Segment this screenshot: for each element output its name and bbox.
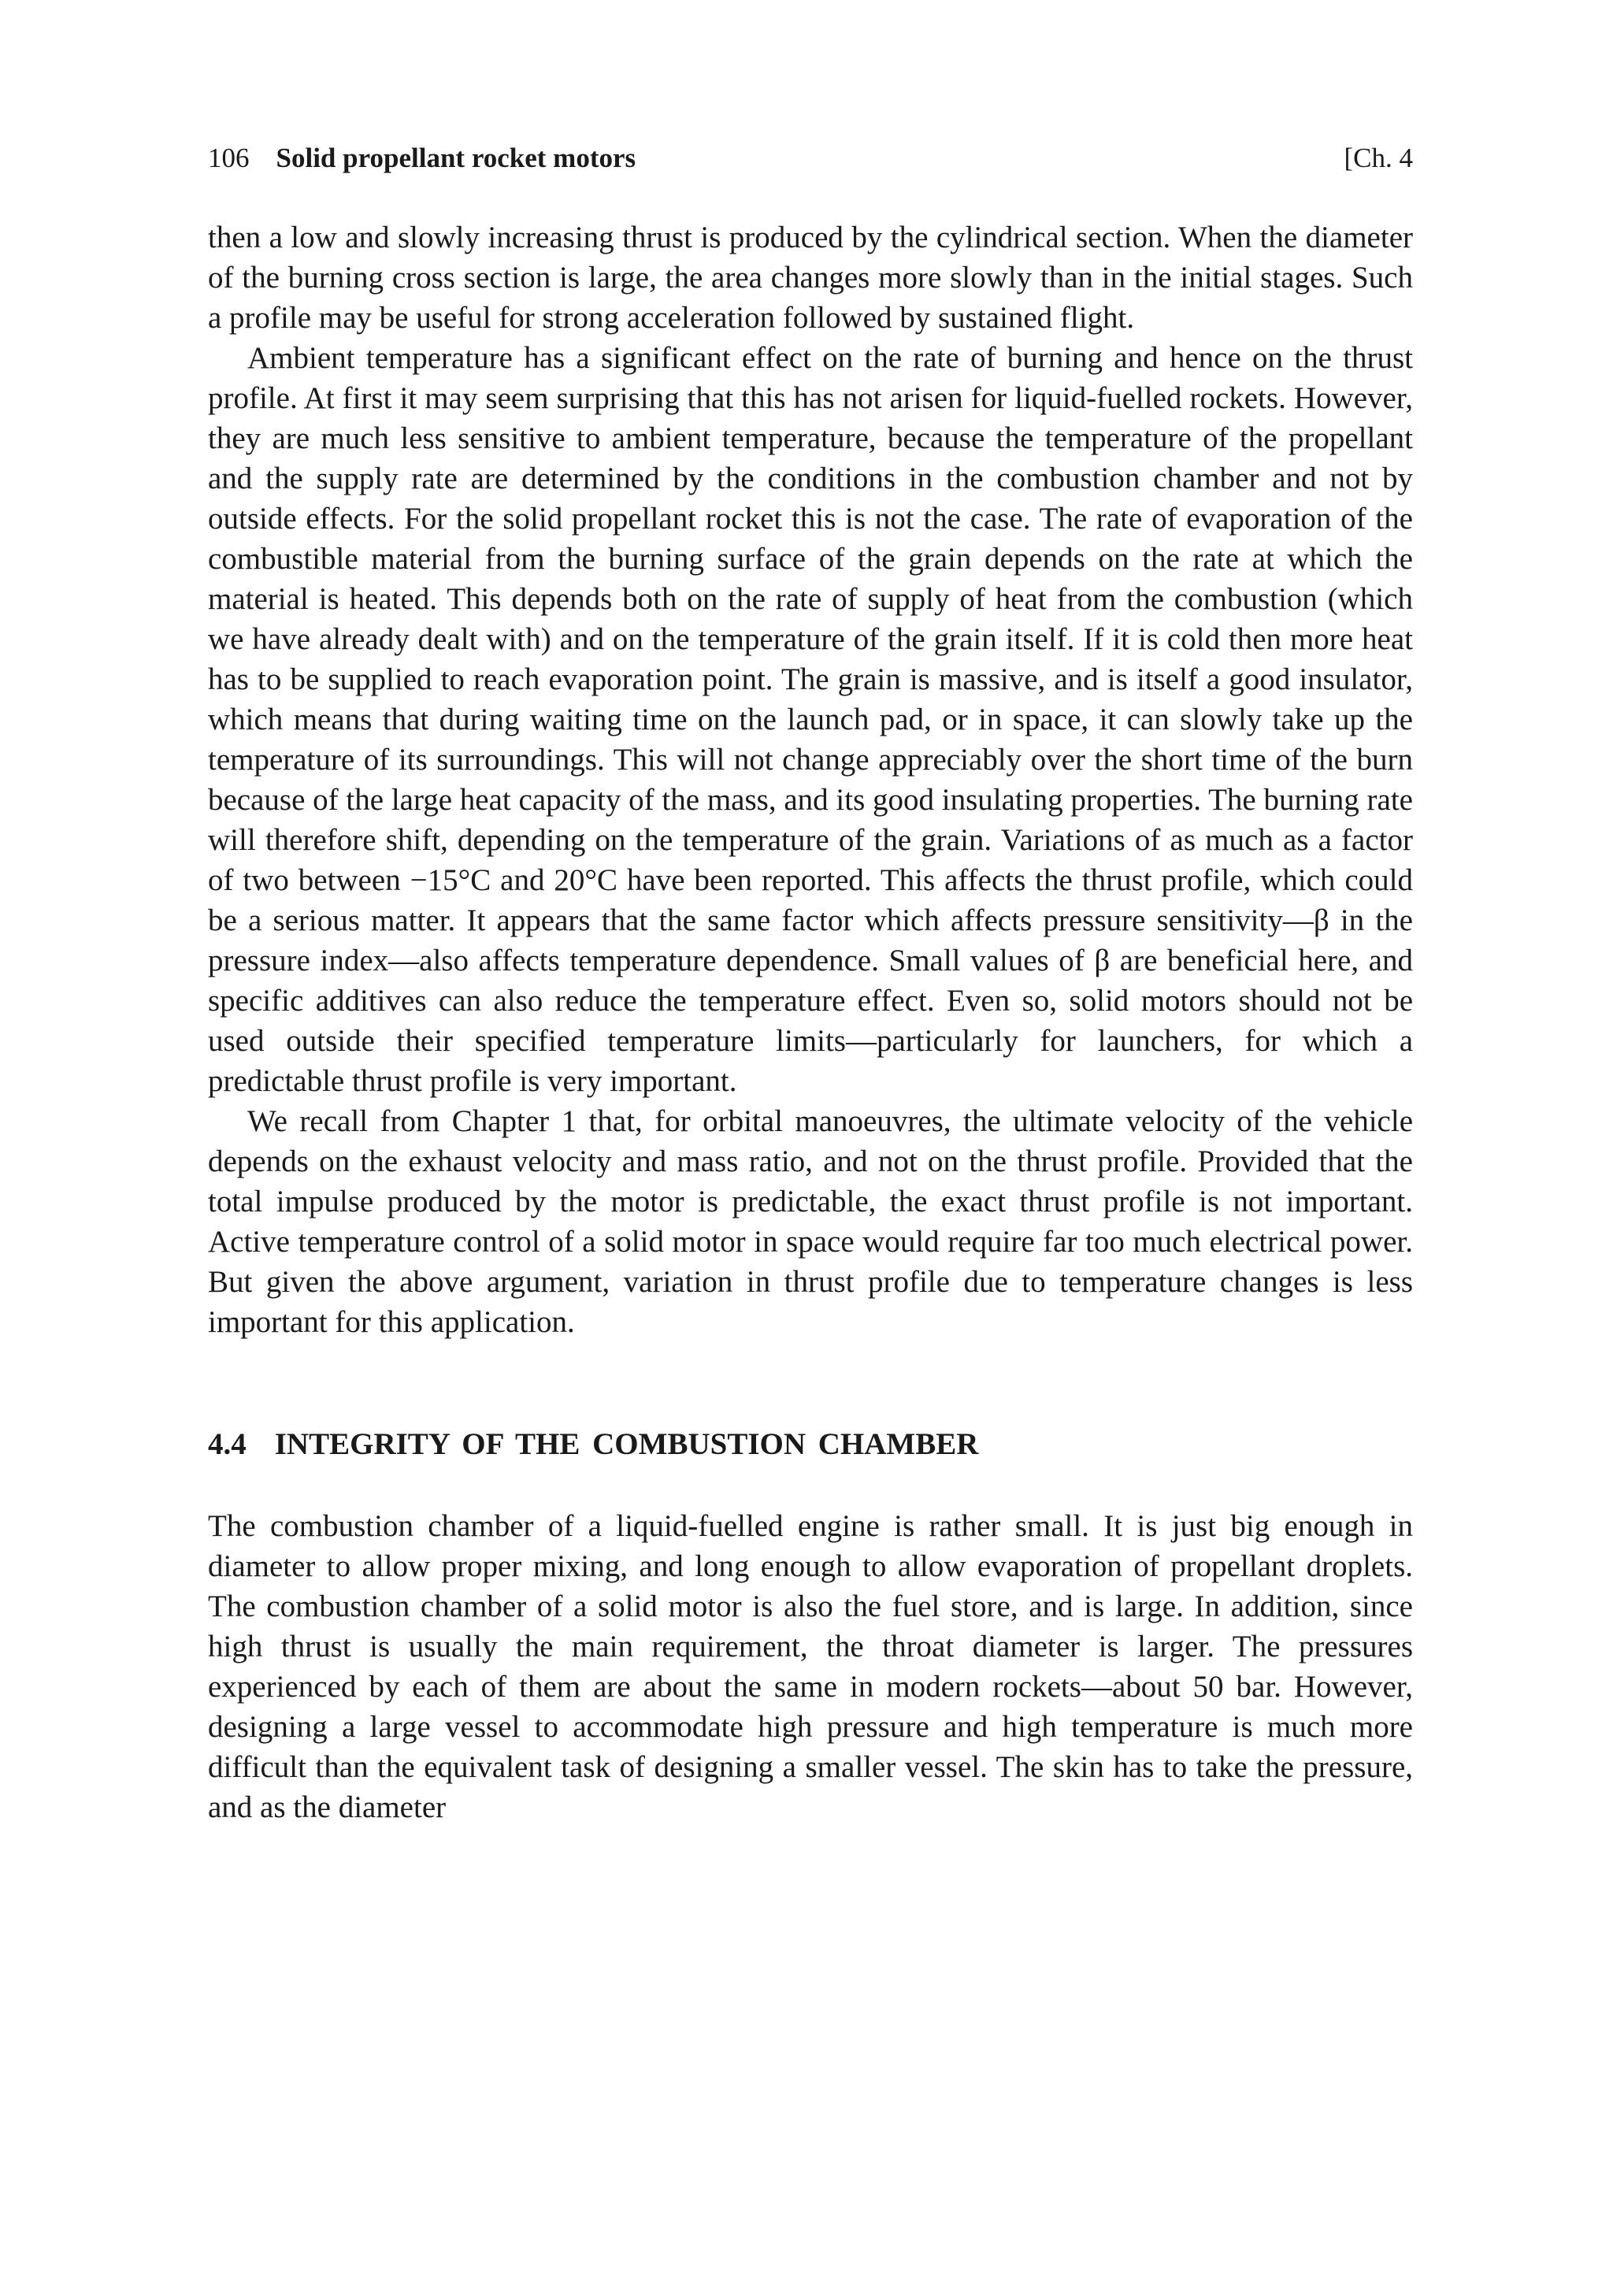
chapter-marker: [Ch. 4: [1344, 143, 1413, 173]
running-head: [208, 139, 1413, 178]
paragraph-ambient-temperature: Ambient temperature has a significant effect on the rate of burning and hence on the thrust profile. At first it may seem surprising that this has not arisen for liquid-fuelled rockets. However, they are much less sensitive to ambient temperature, because the temperature of the propellant and the supply rate are determined by the conditions in the combustion chamber and not by outside effects. For the solid propellant rocket this is not the case. The rate of evaporation of the combustible material from the burning surface of the grain depends on the rate at which the material is heated. This depends both on the rate of supply of heat from the combustion (which we have already dealt with) and on the temperature of the grain itself. If it is cold then more heat has to be supplied to reach evaporation point. The grain is massive, and is itself a good insulator, which means that during waiting time on the launch pad, or in space, it can slowly take up the temperature of its surroundings. This will not change appreciably over the short time of the burn because of the large heat capacity of the mass, and its good insulating properties. The burning rate will therefore shift, depending on the temperature of the grain. Variations of as much as a factor of two between −15°C and 20°C have been reported. This affects the thrust profile, which could be a serious matter. It appears that the same factor which affects pressure sensitivity—β in the pressure index—also affects temperature dependence. Small values of β are beneficial here, and specific additives can also reduce the temperature effect. Even so, solid motors should not be used outside their specified temperature limits—particularly for launchers, for which a predictable thrust profile is very important.: [208, 341, 1413, 1098]
body-text: [208, 217, 1413, 1827]
book-page: [208, 139, 1413, 1827]
paragraph-orbital-manoeuvres: We recall from Chapter 1 that, for orbital manoeuvres, the ultimate velocity of the vehicle depends on the exhaust velocity and mass ratio, and not on the thrust profile. Provided that the total impulse produced by the motor is predictable, the exact thrust profile is not important. Active temperature control of a solid motor in space would require far too much electrical power. But given the above argument, variation in thrust profile due to temperature changes is less important for this application.: [208, 1104, 1413, 1339]
running-head-title: Solid propellant rocket motors: [276, 143, 636, 173]
section-title: INTEGRITY OF THE COMBUSTION CHAMBER: [274, 1427, 979, 1461]
paragraph-combustion-chamber: The combustion chamber of a liquid-fuelled engine is rather small. It is just big enough in diameter to allow proper mixing, and long enough to allow evaporation of propellant droplets. The combustion chamber of a solid motor is also the fuel store, and is large. In addition, since high thrust is usually the main requirement, the throat diameter is larger. The pressures experienced by each of them are about the same in modern rockets—about 50 bar. However, designing a large vessel to accommodate high pressure and high temperature is much more difficult than the equivalent task of designing a smaller vessel. The skin has to take the pressure, and as the diameter: [208, 1509, 1413, 1824]
section-number: 4.4: [208, 1427, 247, 1461]
page-number: 106: [208, 143, 250, 173]
section-heading: [208, 1424, 1413, 1464]
paragraph-continued: then a low and slowly increasing thrust is produced by the cylindrical section. When the diameter of the burning cross section is large, the area changes more slowly than in the initial stages. Such a profile may be useful for strong acceleration followed by sustained flight.: [208, 221, 1413, 335]
